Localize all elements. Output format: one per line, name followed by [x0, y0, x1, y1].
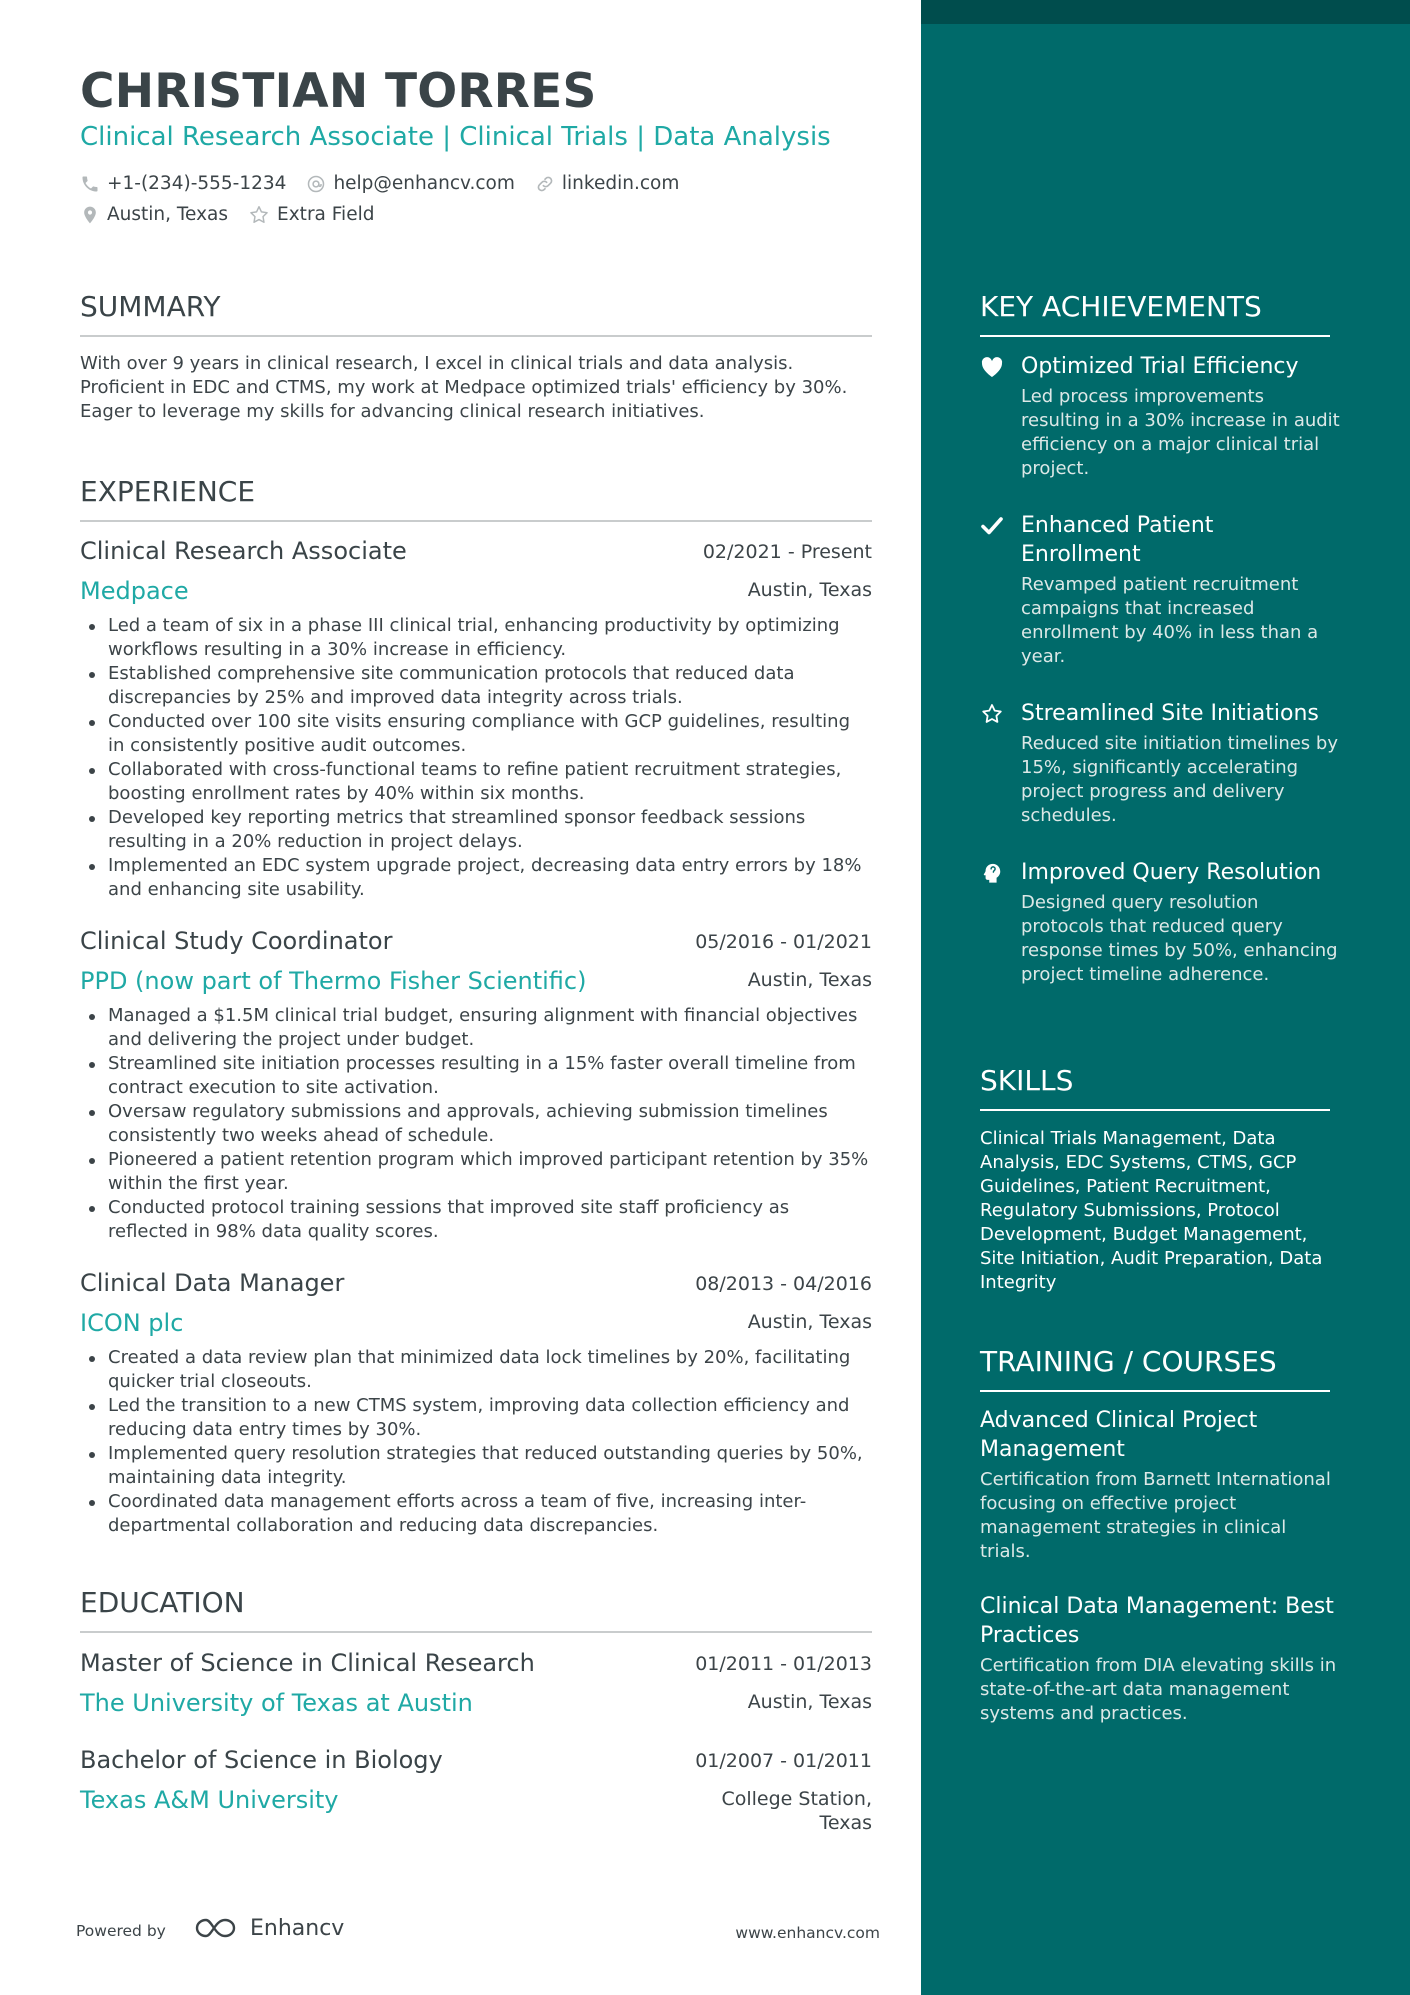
- check-icon: [980, 514, 1004, 538]
- location-line: College Station,: [721, 1788, 872, 1810]
- contact-row-1: [80, 172, 699, 196]
- course-title: Advanced Clinical Project Management: [980, 1408, 1258, 1462]
- bullet-item: Conducted protocol training sessions that improved site staff proficiency as reflected in 98% data quality scores.: [80, 1196, 872, 1244]
- candidate-name: CHRISTIAN TORRES: [80, 64, 597, 119]
- course-title: Clinical Data Management: Best Practices: [980, 1594, 1334, 1648]
- email-text: help@enhancv.com: [333, 173, 515, 194]
- bullet-item: Established comprehensive site communication protocols that reduced data discrepancies by 25% and improved data integrity across trials.: [80, 662, 872, 710]
- linkedin-text: linkedin.com: [561, 173, 680, 194]
- bullet-item: Implemented query resolution strategies that reduced outstanding queries by 50%, maintaining data integrity.: [80, 1442, 872, 1490]
- phone-icon: [80, 174, 100, 194]
- achievement-title: Improved Query Resolution: [1021, 860, 1322, 885]
- experience-item: [80, 1268, 872, 1538]
- company-name: PPD (now part of Thermo Fisher Scientific): [80, 967, 587, 995]
- link-icon: [535, 174, 555, 194]
- achievement-title: Enhanced Patient Enrollment: [1021, 513, 1214, 567]
- achievement-item: [980, 858, 1340, 987]
- email-contact[interactable]: [306, 172, 514, 196]
- education-item: [80, 1648, 872, 1728]
- footer: [76, 1914, 880, 1948]
- achievements-heading: KEY ACHIEVEMENTS: [980, 289, 1330, 337]
- education-dates: 01/2007 - 01/2011: [695, 1750, 872, 1772]
- bullet-item: Pioneered a patient retention program which improved participant retention by 35% within the first year.: [80, 1148, 872, 1196]
- sidebar-top-band: [921, 0, 1410, 24]
- achievement-text: Designed query resolution protocols that reduced query response times by 50%, enhancing project timeline adherence.: [1021, 892, 1338, 985]
- bullet-item: Conducted over 100 site visits ensuring compliance with GCP guidelines, resulting in consistently positive audit outcomes.: [80, 710, 872, 758]
- bullet-item: Led a team of six in a phase III clinical trial, enhancing productivity by optimizing workflows resulting in a 30% increase in efficiency.: [80, 614, 872, 662]
- star-outline-icon: [248, 204, 270, 226]
- job-location: Austin, Texas: [747, 969, 872, 991]
- contact-row-2: [80, 203, 394, 227]
- company-name: Medpace: [80, 577, 189, 605]
- achievement-title: Optimized Trial Efficiency: [1021, 354, 1299, 379]
- brand-text: Enhancv: [250, 1915, 345, 1941]
- job-dates: 08/2013 - 04/2016: [695, 1273, 872, 1295]
- location-line: Texas: [819, 1812, 872, 1834]
- extra-contact: [248, 203, 374, 227]
- enhancv-logo-icon: [192, 1914, 240, 1942]
- job-bullets: [80, 614, 872, 902]
- at-icon: [306, 174, 326, 194]
- bullet-item: Led the transition to a new CTMS system, improving data collection efficiency and reducing data entry times by 30%.: [80, 1394, 872, 1442]
- powered-by-label: Powered by: [76, 1922, 166, 1940]
- summary-heading: SUMMARY: [80, 289, 872, 337]
- education-item: [80, 1745, 872, 1849]
- achievement-text: Reduced site initiation timelines by 15%, significantly accelerating project progress and delivery schedules.: [1021, 733, 1338, 826]
- job-dates: 02/2021 - Present: [702, 541, 872, 563]
- bullet-item: Managed a $1.5M clinical trial budget, ensuring alignment with financial objectives and delivering the project under budget.: [80, 1004, 872, 1052]
- education-dates: 01/2011 - 01/2013: [695, 1653, 872, 1675]
- achievement-item: [980, 511, 1340, 669]
- course-item: [980, 1592, 1340, 1726]
- extra-field-text: Extra Field: [277, 204, 375, 225]
- job-title: Clinical Study Coordinator: [80, 927, 393, 955]
- job-location: Austin, Texas: [747, 1311, 872, 1333]
- experience-heading: EXPERIENCE: [80, 474, 872, 522]
- phone-contact: [80, 172, 286, 196]
- job-title: Clinical Data Manager: [80, 1269, 345, 1297]
- experience-item: [80, 926, 872, 1244]
- school-name: The University of Texas at Austin: [80, 1689, 473, 1717]
- school-name: Texas A&M University: [80, 1786, 339, 1814]
- education-heading: EDUCATION: [80, 1585, 872, 1633]
- achievement-title: Streamlined Site Initiations: [1021, 701, 1319, 726]
- course-text: Certification from DIA elevating skills in state-of-the-art data management systems and practices.: [980, 1655, 1337, 1724]
- sidebar: [921, 0, 1410, 1995]
- achievement-item: [980, 699, 1340, 828]
- bullet-item: Developed key reporting metrics that streamlined sponsor feedback sessions resulting in a 20% reduction in project delays.: [80, 806, 872, 854]
- linkedin-contact[interactable]: [535, 172, 679, 196]
- heart-icon: [980, 355, 1004, 379]
- location-text: Austin, Texas: [107, 204, 229, 225]
- job-location: Austin, Texas: [747, 579, 872, 601]
- course-item: [980, 1406, 1340, 1564]
- skills-heading: SKILLS: [980, 1063, 1330, 1111]
- website-link[interactable]: www.enhancv.com: [735, 1924, 880, 1942]
- phone-text: +1-(234)-555-1234: [107, 173, 287, 194]
- achievement-text: Led process improvements resulting in a 30% increase in audit efficiency on a major clinical trial project.: [1021, 386, 1340, 479]
- bullet-item: Oversaw regulatory submissions and approvals, achieving submission timelines consistently two weeks ahead of schedule.: [80, 1100, 872, 1148]
- bullet-item: Implemented an EDC system upgrade project, decreasing data entry errors by 18% and enhancing site usability.: [80, 854, 872, 902]
- location-pin-icon: [80, 205, 100, 225]
- job-bullets: [80, 1004, 872, 1244]
- skills-text: Clinical Trials Management, Data Analysis, EDC Systems, CTMS, GCP Guidelines, Patient Recruitment, Regulatory Submissions, Protocol Development, Budget Management, Site Initiation, Audit Preparation, Data Integrity: [980, 1128, 1323, 1293]
- job-bullets: [80, 1346, 872, 1538]
- courses-heading: TRAINING / COURSES: [980, 1344, 1330, 1392]
- achievement-item: [980, 352, 1340, 481]
- brain-icon: [980, 861, 1004, 885]
- bullet-item: Streamlined site initiation processes resulting in a 15% faster overall timeline from contract execution to site activation.: [80, 1052, 872, 1100]
- candidate-tagline: Clinical Research Associate | Clinical Trials | Data Analysis: [80, 122, 831, 152]
- job-title: Clinical Research Associate: [80, 537, 407, 565]
- company-name: ICON plc: [80, 1309, 184, 1337]
- degree-title: Master of Science in Clinical Research: [80, 1649, 535, 1677]
- education-location: Austin, Texas: [747, 1691, 872, 1713]
- bullet-item: Coordinated data management efforts across a team of five, increasing inter-departmental collaboration and reducing data discrepancies.: [80, 1490, 872, 1538]
- enhancv-brand[interactable]: [192, 1914, 344, 1942]
- experience-item: [80, 536, 872, 902]
- achievement-text: Revamped patient recruitment campaigns that increased enrollment by 40% in less than a year.: [1021, 574, 1319, 667]
- summary-text: With over 9 years in clinical research, I excel in clinical trials and data analysis. Proficient in EDC and CTMS, my work at Medpace optimized trials' efficiency by 30%. Eager to leverage my skills for advancing clinical research initiatives.: [80, 353, 848, 422]
- location-contact: [80, 203, 228, 227]
- degree-title: Bachelor of Science in Biology: [80, 1746, 443, 1774]
- bullet-item: Collaborated with cross-functional teams to refine patient recruitment strategies, boosting enrollment rates by 40% within six months.: [80, 758, 872, 806]
- education-location: [721, 1787, 872, 1835]
- star-icon: [980, 702, 1004, 726]
- job-dates: 05/2016 - 01/2021: [695, 931, 872, 953]
- bullet-item: Created a data review plan that minimized data lock timelines by 20%, facilitating quicker trial closeouts.: [80, 1346, 872, 1394]
- course-text: Certification from Barnett International focusing on effective project management strategies in clinical trials.: [980, 1469, 1331, 1562]
